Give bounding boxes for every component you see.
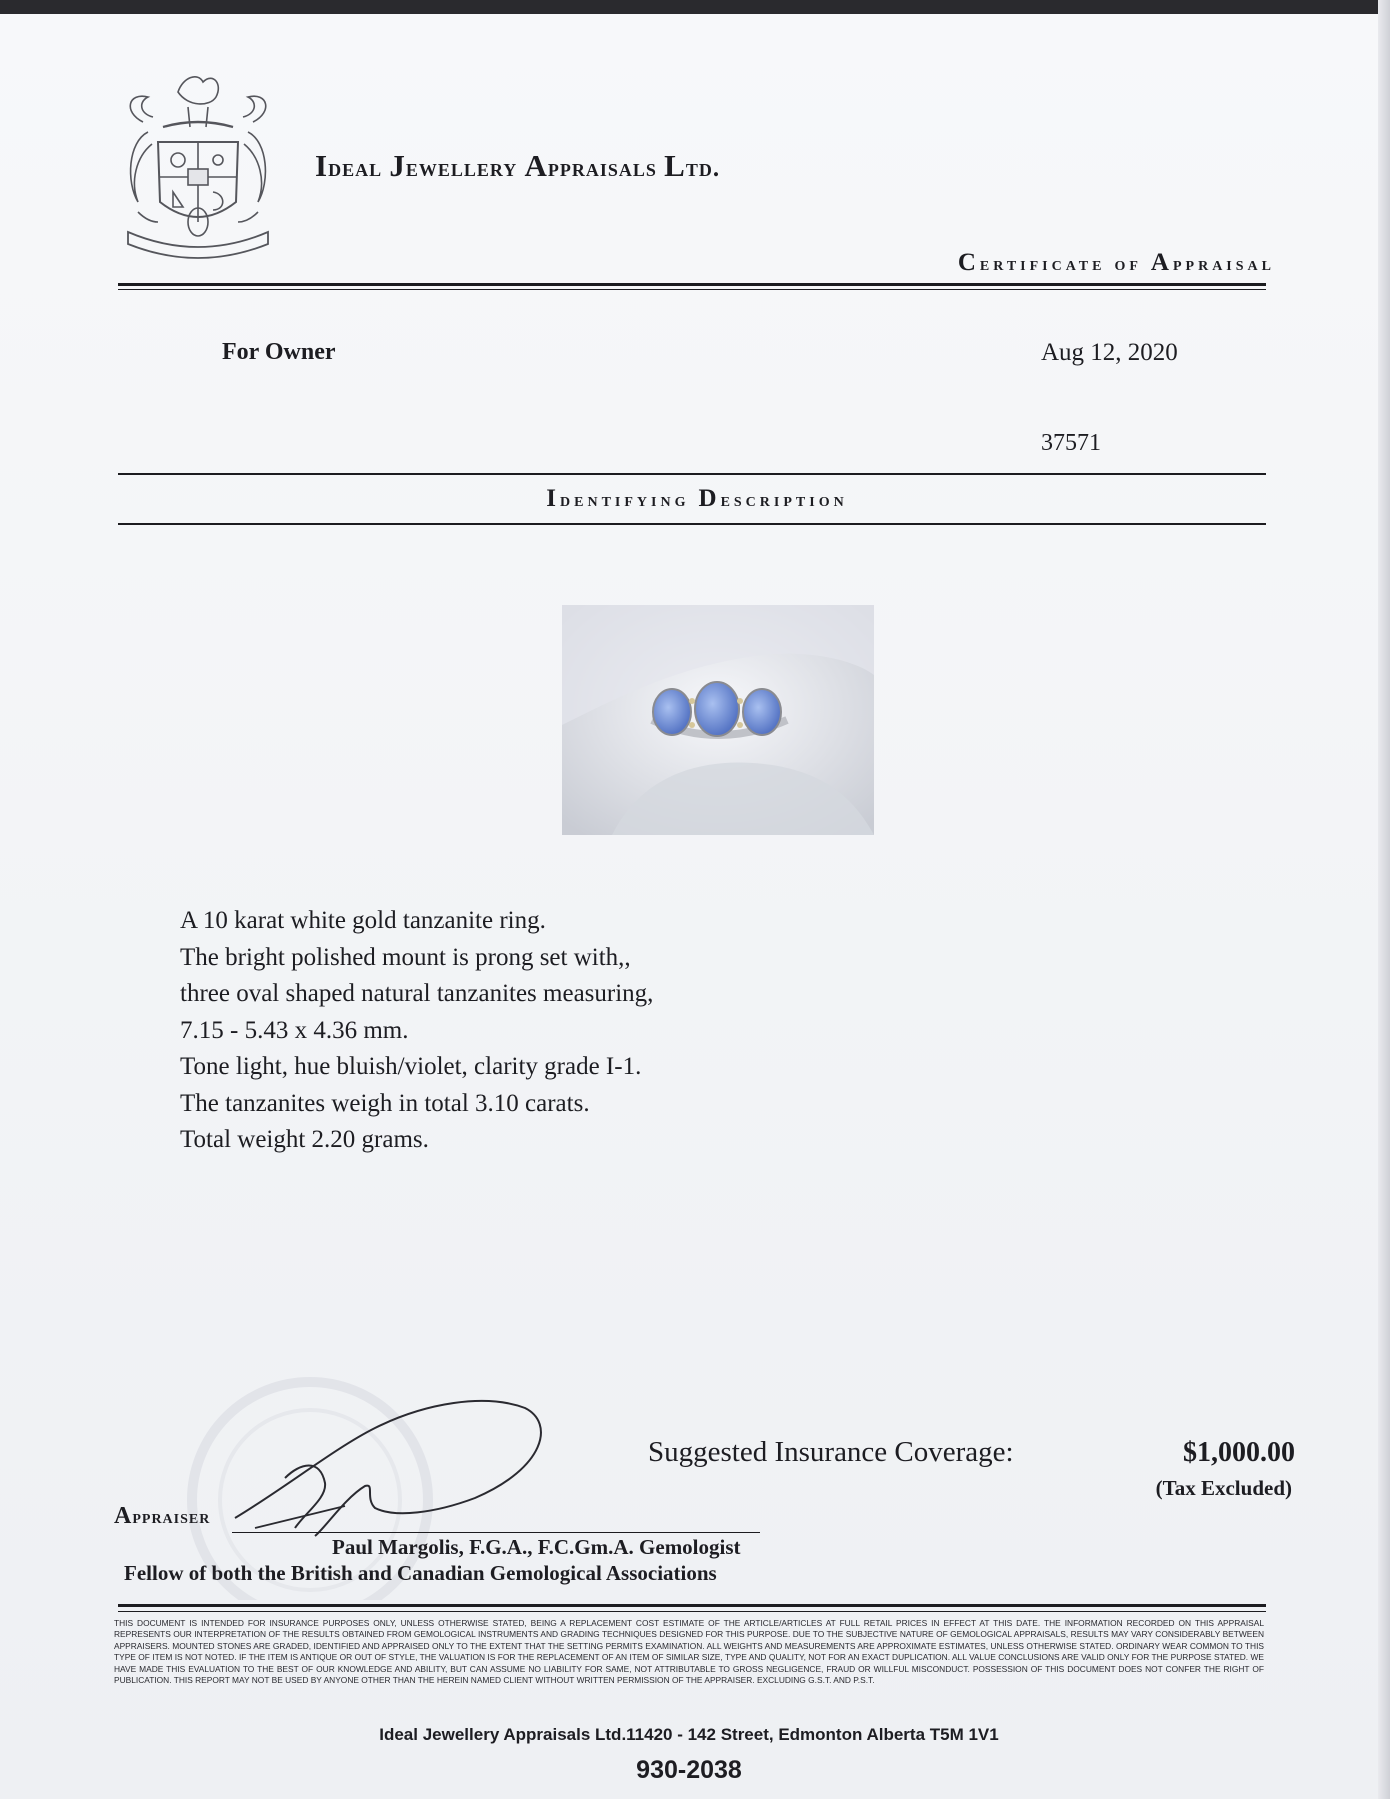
appraisal-number: 37571	[1041, 430, 1101, 456]
description-line: The bright polished mount is prong set with,,	[180, 943, 631, 971]
insurance-value: $1,000.00	[1183, 1437, 1295, 1468]
description-line: Total weight 2.20 grams.	[180, 1126, 429, 1153]
section-title: Identifying Description	[546, 485, 848, 512]
certificate-title: Certificate of Appraisal	[957, 249, 1275, 276]
description-line: 7.15 - 5.43 x 4.36 mm.	[180, 1016, 409, 1044]
insurance-label: Suggested Insurance Coverage:	[648, 1436, 1014, 1468]
scan-right-edge	[1378, 0, 1390, 1799]
section-rule-bottom	[118, 523, 1266, 525]
footer-rule-thin	[118, 1611, 1266, 1612]
tax-note: (Tax Excluded)	[1155, 1476, 1292, 1500]
item-description	[180, 903, 653, 1159]
header-rule-thin	[118, 289, 1266, 290]
section-rule-top	[118, 473, 1266, 475]
appraisal-date: Aug 12, 2020	[1041, 339, 1178, 366]
header-rule-thick	[118, 283, 1266, 286]
company-name: Ideal Jewellery Appraisals Ltd.	[315, 148, 721, 183]
appraiser-credentials: Fellow of both the British and Canadian Gemological Associations	[124, 1561, 717, 1585]
signature-icon	[225, 1388, 555, 1538]
footer-address: Ideal Jewellery Appraisals Ltd.11420 - 142 Street, Edmonton Alberta T5M 1V1	[379, 1725, 999, 1744]
signature-line	[232, 1532, 760, 1533]
scan-top-edge	[0, 0, 1390, 14]
owner-label: For Owner	[222, 339, 336, 365]
description-line: A 10 karat white gold tanzanite ring.	[180, 907, 546, 934]
footer-phone: 930-2038	[636, 1756, 742, 1784]
coat-of-arms-icon	[118, 72, 278, 267]
footer-rule-thick	[118, 1604, 1266, 1607]
description-line: Tone light, hue bluish/violet, clarity grade I-1.	[180, 1053, 642, 1080]
appraiser-name: Paul Margolis, F.G.A., F.C.Gm.A. Gemologist	[332, 1535, 741, 1559]
description-line: three oval shaped natural tanzanites measuring,	[180, 980, 654, 1007]
legal-disclaimer: THIS DOCUMENT IS INTENDED FOR INSURANCE PURPOSES ONLY, UNLESS OTHERWISE STATED, BEING A REPLACEMENT COST ESTIMATE OF THE ARTICLE/ARTICLES AT FULL RETAIL PRICES IN EFFECT AT THIS DATE. THE INFORMATION RECORDED ON THIS APPRAISAL REPRESENTS OUR INTERPRETATION OF THE RESULTS OBTAINED FROM GEMOLOGICAL INSTRUMENTS AND GRADING TECHNIQUES DESIGNED FOR THIS PURPOSE. DUE TO THE SUBJECTIVE NATURE OF GEMOLOGICAL APPRAISALS, RESULTS MAY VARY CONSIDERABLY BETWEEN APPRAISERS. MOUNTED STONES ARE GRADED, IDENTIFIED AND APPRAISED ONLY TO THE EXTENT THAT THE SETTING PERMITS EXAMINATION. ALL WEIGHTS AND MEASUREMENTS ARE APPROXIMATE ESTIMATES, UNLESS OTHERWISE STATED. ORDINARY WEAR COMMON TO THIS TYPE OF ITEM IS NOT NOTED. IF THE ITEM IS ANTIQUE OR OUT OF STYLE, THE VALUATION IS FOR THE REPLACEMENT OF AN ITEM OF SIMILAR SIZE, TYPE AND QUALITY, NOT FOR AN EXACT DUPLICATION. ALL VALUE CONCLUSIONS ARE VALID ONLY FOR THE PURPOSE STATED. WE HAVE MADE THIS EVALUATION TO THE BEST OF OUR KNOWLEDGE AND ABILITY, BUT CAN ASSUME NO LIABILITY FOR SAME, NOT ATTRIBUTABLE TO GROSS NEGLIGENCE, FRAUD OR WILLFUL MISCONDUCT. POSSESSION OF THIS DOCUMENT DOES NOT CONFER THE RIGHT OF PUBLICATION. THIS REPORT MAY NOT BE USED BY ANYONE OTHER THAN THE HEREIN NAMED CLIENT WITHOUT WRITTEN PERMISSION OF THE APPRAISER. EXCLUDING G.S.T. AND P.S.T.	[114, 1618, 1264, 1686]
description-line: The tanzanites weigh in total 3.10 carats.	[180, 1089, 590, 1117]
ring-photo	[562, 605, 874, 835]
appraiser-label: Appraiser	[114, 1503, 211, 1529]
